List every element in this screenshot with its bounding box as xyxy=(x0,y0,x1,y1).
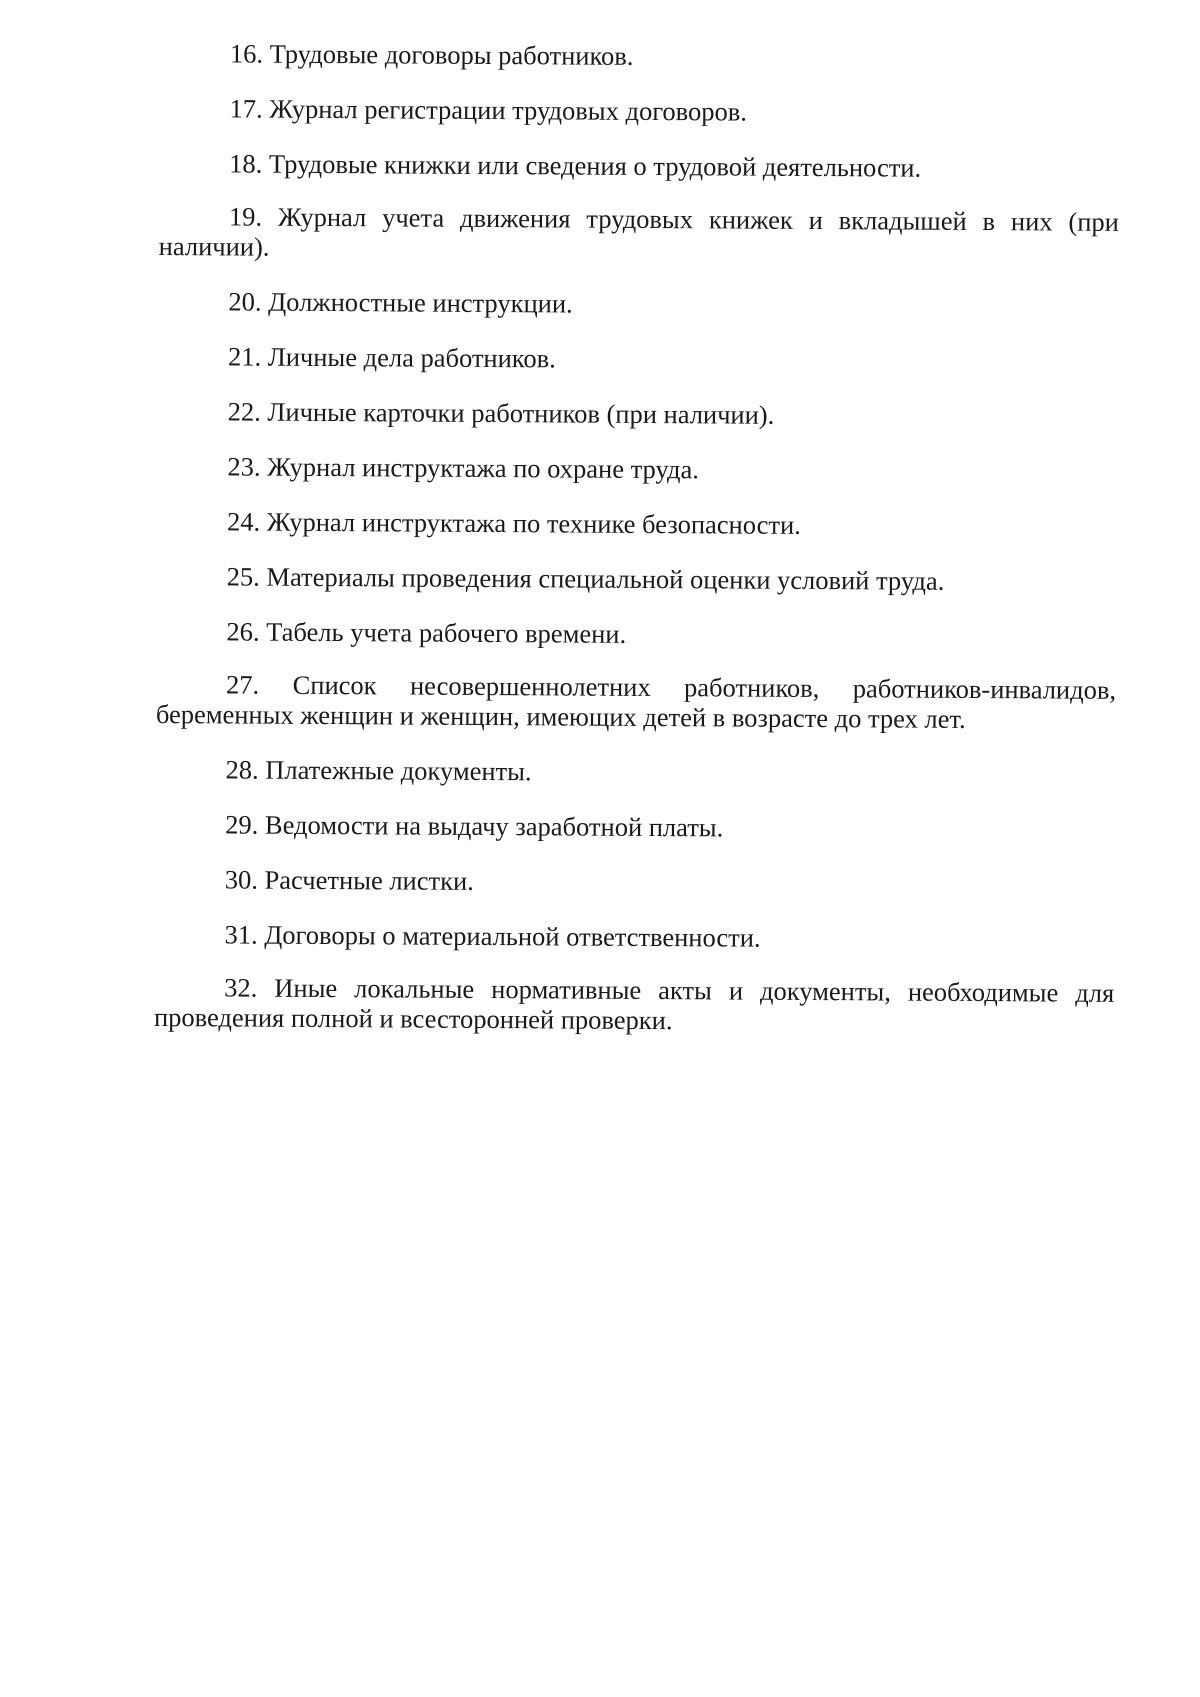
list-item xyxy=(159,148,1119,184)
list-item xyxy=(155,754,1115,790)
list-item xyxy=(156,616,1116,652)
item-text: Ведомости на выдачу заработной платы. xyxy=(264,809,724,843)
item-number: 18. xyxy=(229,148,263,179)
item-number: 32. xyxy=(224,972,258,1003)
item-number: 25. xyxy=(226,561,260,592)
list-item xyxy=(158,396,1118,432)
item-text: Трудовые книжки или сведения о трудовой деятельности. xyxy=(268,148,922,183)
item-number: 23. xyxy=(227,451,261,482)
list-item xyxy=(158,286,1118,322)
list-item xyxy=(154,919,1114,955)
item-text: Личные карточки работников (при наличии). xyxy=(267,396,775,430)
item-text: Трудовые договоры работников. xyxy=(269,38,634,71)
item-number: 29. xyxy=(225,809,259,840)
document-list xyxy=(154,38,1120,1063)
item-text: Платежные документы. xyxy=(265,754,532,787)
item-number: 28. xyxy=(225,754,259,785)
item-number: 16. xyxy=(229,38,264,69)
list-item xyxy=(158,341,1118,377)
item-text: Табель учета рабочего времени. xyxy=(266,616,627,649)
list-item xyxy=(160,38,1120,74)
item-number: 27. xyxy=(225,669,260,700)
item-text: Расчетные листки. xyxy=(264,864,474,896)
item-number: 31. xyxy=(224,919,258,950)
list-item xyxy=(157,506,1117,542)
list-item xyxy=(154,972,1114,1038)
item-text: Материалы проведения специальной оценки условий труда. xyxy=(266,561,945,596)
item-number: 30. xyxy=(224,864,259,895)
list-item xyxy=(155,864,1115,900)
item-number: 21. xyxy=(227,341,262,372)
item-text: Журнал инструктажа по технике безопасности. xyxy=(266,506,801,540)
list-item xyxy=(159,201,1119,267)
item-text: Должностные инструкции. xyxy=(268,286,573,319)
item-number: 22. xyxy=(227,396,261,427)
item-number: 20. xyxy=(228,286,262,317)
item-text: Журнал инструктажа по охране труда. xyxy=(267,451,699,485)
item-text: Иные локальные нормативные акты и документы, необходимые для проведения полной и всесторонней проверки. xyxy=(153,972,1115,1036)
item-text: Договоры о материальной ответственности. xyxy=(264,919,761,953)
list-item xyxy=(157,561,1117,597)
item-number: 26. xyxy=(226,616,260,647)
list-item xyxy=(156,669,1116,735)
item-text: Список несовершеннолетних работников, работников-инвалидов, беременных женщин и женщин, имеющих детей в возрасте до трех лет. xyxy=(155,669,1117,734)
item-text: Журнал регистрации трудовых договоров. xyxy=(269,93,748,127)
item-text: Журнал учета движения трудовых книжек и вкладышей в них (при наличии). xyxy=(158,201,1120,262)
item-number: 17. xyxy=(229,93,263,124)
item-text: Личные дела работников. xyxy=(267,341,556,374)
list-item xyxy=(157,451,1117,487)
item-number: 19. xyxy=(228,201,263,232)
list-item xyxy=(155,809,1115,845)
item-number: 24. xyxy=(226,506,261,537)
list-item xyxy=(159,93,1119,129)
